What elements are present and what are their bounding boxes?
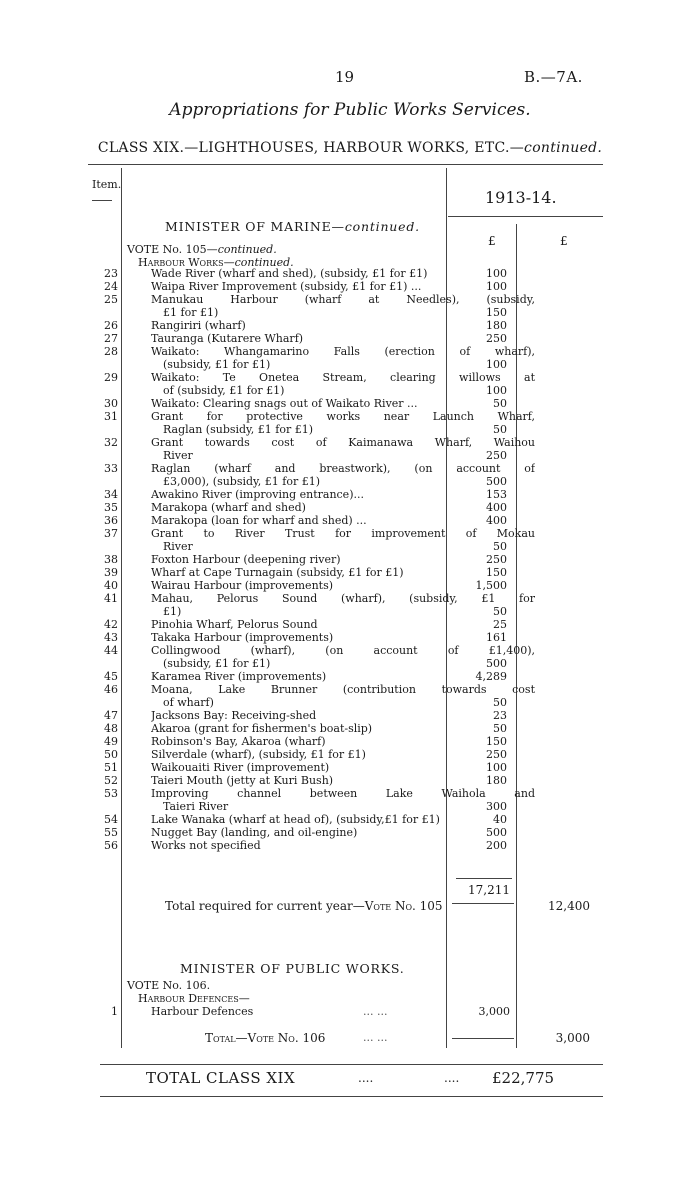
item-description-line: Taieri Mouth (jetty at Kuri Bush) <box>151 774 334 787</box>
item-amount: 500 <box>486 475 507 488</box>
year-column-header: 1913-14. <box>485 188 557 207</box>
table-row <box>90 761 610 774</box>
top-rule <box>88 164 603 165</box>
item-amount: 180 <box>486 319 507 332</box>
item-number: 43 <box>104 631 118 644</box>
item-description-line: Rangiriri (wharf) <box>151 319 246 332</box>
table-row <box>90 397 610 410</box>
item-number: 39 <box>104 566 118 579</box>
item-amount: 50 <box>493 605 507 618</box>
table-row <box>90 774 610 787</box>
item-number: 47 <box>104 709 118 722</box>
item-amount: 100 <box>486 761 507 774</box>
item-description-line: Raglan (subsidy, £1 for £1) <box>163 423 314 436</box>
item-amount: 250 <box>486 332 507 345</box>
item-description-line: Silverdale (wharf), (subsidy, £1 for £1) <box>151 748 366 761</box>
table-row <box>90 683 610 709</box>
table-row <box>90 631 610 644</box>
item-number: 24 <box>104 280 118 293</box>
harbour-defences-subhead: Harbour Defences— <box>138 992 250 1005</box>
table-row <box>90 787 610 813</box>
vote-105-continued: continued. <box>217 243 277 256</box>
item-description-line: Awakino River (improving entrance)... <box>151 488 364 501</box>
harbour-defences-item: Harbour Defences <box>151 1005 254 1018</box>
item-description-line: Pinohia Wharf, Pelorus Sound <box>151 618 318 631</box>
item-description-line: Waipa River Improvement (subsidy, £1 for £1) ... <box>151 280 422 293</box>
item-number: 54 <box>104 813 118 826</box>
header-rule-item <box>92 200 112 201</box>
table-row <box>90 280 610 293</box>
vote-106-rule <box>452 1038 514 1039</box>
table-row <box>90 592 610 618</box>
item-number: 37 <box>104 527 118 540</box>
item-description-line: Moana, Lake Brunner (contribution towards cost <box>151 683 535 696</box>
item-description-line: Grant for protective works near Launch Wharf, <box>151 410 535 423</box>
table-row <box>90 267 610 280</box>
table-row <box>90 826 610 839</box>
item-number: 32 <box>104 436 118 449</box>
pound-sign-1: £ <box>488 234 496 248</box>
table-row <box>90 293 610 319</box>
table-row <box>90 319 610 332</box>
item-amount: 300 <box>486 800 507 813</box>
item-description-line: Foxton Harbour (deepening river) <box>151 553 341 566</box>
item-amount: 50 <box>493 540 507 553</box>
item-description-line: Nugget Bay (landing, and oil-engine) <box>151 826 358 839</box>
grand-total-dots-2: .... <box>444 1071 460 1085</box>
item-description-line: Marakopa (loan for wharf and shed) ... <box>151 514 367 527</box>
item-number: 26 <box>104 319 118 332</box>
harbour-works-continued: continued. <box>234 256 294 269</box>
item-description-line: River <box>163 449 193 462</box>
item-description-line: Waikato: Te Onetea Stream, clearing willows at <box>151 371 535 384</box>
item-number: 50 <box>104 748 118 761</box>
grand-total-label: TOTAL CLASS XIX <box>146 1069 296 1087</box>
subtotal-rule-bottom <box>452 903 514 904</box>
item-description-line: Manukau Harbour (wharf at Needles), (subsidy, <box>151 293 535 306</box>
item-description-line: Wairau Harbour (improvements) <box>151 579 334 592</box>
item-description-line: Jacksons Bay: Receiving-shed <box>151 709 317 722</box>
class-title <box>0 140 700 156</box>
item-amount: 250 <box>486 553 507 566</box>
item-amount: 100 <box>486 280 507 293</box>
table-row <box>90 618 610 631</box>
table-row <box>90 514 610 527</box>
item-amount: 153 <box>486 488 507 501</box>
table-row <box>90 735 610 748</box>
table-row <box>90 371 610 397</box>
table-row <box>90 553 610 566</box>
table-row <box>90 748 610 761</box>
item-amount: 50 <box>493 423 507 436</box>
item-number: 38 <box>104 553 118 566</box>
item-number: 35 <box>104 501 118 514</box>
table-row <box>90 722 610 735</box>
item-description-line: Mahau, Pelorus Sound (wharf), (subsidy, £1 for <box>151 592 535 605</box>
table-row <box>90 670 610 683</box>
item-number: 56 <box>104 839 118 852</box>
page-title: Appropriations for Public Works Services. <box>169 100 531 120</box>
vote-105-total-vote: Vote No. 105 <box>364 899 443 913</box>
item-amount: 1,500 <box>475 579 507 592</box>
table-row <box>90 839 610 852</box>
table-row <box>90 332 610 345</box>
item-number: 51 <box>104 761 118 774</box>
harbour-defences-item-number: 1 <box>111 1005 118 1018</box>
item-number: 40 <box>104 579 118 592</box>
item-number: 46 <box>104 683 118 696</box>
bottom-rule-1 <box>100 1064 603 1065</box>
minister-marine-continued: continued. <box>344 219 420 234</box>
item-description-line: of (subsidy, £1 for £1) <box>163 384 285 397</box>
item-amount: 23 <box>493 709 507 722</box>
item-amount: 500 <box>486 657 507 670</box>
item-number: 48 <box>104 722 118 735</box>
item-number: 52 <box>104 774 118 787</box>
table-row <box>90 410 610 436</box>
item-description-line: Raglan (wharf and breastwork), (on account of <box>151 462 535 475</box>
grand-total-dots-1: .... <box>358 1071 374 1085</box>
vote-105-label: VOTE No. 105— <box>127 243 218 256</box>
item-description-line: River <box>163 540 193 553</box>
item-amount: 100 <box>486 384 507 397</box>
item-amount: 400 <box>486 501 507 514</box>
vote-106-leader: ... ... <box>363 1031 388 1044</box>
page-number: 19 <box>335 68 355 86</box>
vote-105-heading <box>127 243 277 256</box>
item-description-line: Takaka Harbour (improvements) <box>151 631 334 644</box>
document-code: B.—7A. <box>524 68 583 86</box>
table-row <box>90 644 610 670</box>
item-number: 41 <box>104 592 118 605</box>
item-amount: 50 <box>493 722 507 735</box>
item-amount: 500 <box>486 826 507 839</box>
item-description-line: Tauranga (Kutarere Wharf) <box>151 332 304 345</box>
header-rule-year <box>448 216 603 217</box>
vote-105-total: 12,400 <box>548 899 590 913</box>
table-row <box>90 488 610 501</box>
item-number: 28 <box>104 345 118 358</box>
item-description-line: £3,000), (subsidy, £1 for £1) <box>163 475 321 488</box>
item-amount: 180 <box>486 774 507 787</box>
item-description-line: Karamea River (improvements) <box>151 670 327 683</box>
item-amount: 161 <box>486 631 507 644</box>
item-number: 42 <box>104 618 118 631</box>
item-amount: 25 <box>493 618 507 631</box>
table-row <box>90 345 610 371</box>
item-description-line: Akaroa (grant for fishermen's boat-slip) <box>151 722 373 735</box>
minister-marine-heading <box>165 219 420 234</box>
item-description-line: Waikouaiti River (improvement) <box>151 761 330 774</box>
minister-marine-label: MINISTER OF MARINE— <box>165 219 345 234</box>
pound-sign-2: £ <box>560 234 568 248</box>
item-description-line: Lake Wanaka (wharf at head of), (subsidy,£1 for £1) <box>151 813 440 826</box>
item-number: 45 <box>104 670 118 683</box>
class-title-continued: continued. <box>524 140 603 156</box>
item-number: 25 <box>104 293 118 306</box>
harbour-defences-amount: 3,000 <box>478 1005 510 1018</box>
item-description-line: £1 for £1) <box>163 306 219 319</box>
harbour-works-label: Harbour Works— <box>138 256 235 269</box>
item-description-line: £1) <box>163 605 182 618</box>
item-amount: 150 <box>486 566 507 579</box>
item-amount: 150 <box>486 735 507 748</box>
vote-106-heading: VOTE No. 106. <box>127 979 211 992</box>
item-amount: 250 <box>486 748 507 761</box>
item-column-header: Item. <box>92 178 122 191</box>
item-amount: 50 <box>493 696 507 709</box>
item-amount: 150 <box>486 306 507 319</box>
item-amount: 250 <box>486 449 507 462</box>
item-number: 23 <box>104 267 118 280</box>
item-number: 27 <box>104 332 118 345</box>
vote-105-subtotal: 17,211 <box>468 883 510 897</box>
item-amount: 200 <box>486 839 507 852</box>
table-row <box>90 462 610 488</box>
table-row <box>90 527 610 553</box>
item-amount: 4,289 <box>475 670 507 683</box>
subtotal-rule-top <box>456 878 512 879</box>
vote-105-total-label <box>165 899 443 913</box>
item-number: 53 <box>104 787 118 800</box>
item-amount: 100 <box>486 267 507 280</box>
table-row <box>90 436 610 462</box>
item-description-line: Wharf at Cape Turnagain (subsidy, £1 for £1) <box>151 566 404 579</box>
minister-public-works-heading: MINISTER OF PUBLIC WORKS. <box>180 961 405 976</box>
item-description-line: Wade River (wharf and shed), (subsidy, £1 for £1) <box>151 267 428 280</box>
table-row <box>90 566 610 579</box>
item-amount: 50 <box>493 397 507 410</box>
item-description-line: Waikato: Clearing snags out of Waikato River ... <box>151 397 418 410</box>
item-number: 30 <box>104 397 118 410</box>
item-description-line: of wharf) <box>163 696 214 709</box>
vote-105-total-text: Total required for current year— <box>165 899 365 913</box>
item-description-line: Marakopa (wharf and shed) <box>151 501 306 514</box>
item-amount: 400 <box>486 514 507 527</box>
vote-106-total-label: Total—Vote No. 106 <box>205 1031 326 1045</box>
item-description-line: Works not specified <box>151 839 261 852</box>
item-description-line: (subsidy, £1 for £1) <box>163 358 271 371</box>
item-description-line: Taieri River <box>163 800 229 813</box>
item-number: 49 <box>104 735 118 748</box>
table-row <box>90 501 610 514</box>
item-number: 29 <box>104 371 118 384</box>
item-number: 34 <box>104 488 118 501</box>
item-description-line: Grant to River Trust for improvement of Mokau <box>151 527 535 540</box>
item-number: 44 <box>104 644 118 657</box>
bottom-rule-2 <box>100 1096 603 1097</box>
item-description-line: Improving channel between Lake Waihola and <box>151 787 535 800</box>
item-description-line: Waikato: Whangamarino Falls (erection of wharf), <box>151 345 535 358</box>
grand-total-amount: £22,775 <box>492 1069 555 1087</box>
item-amount: 100 <box>486 358 507 371</box>
harbour-defences-leader: ... ... <box>363 1005 388 1018</box>
item-number: 31 <box>104 410 118 423</box>
table-row <box>90 813 610 826</box>
table-row <box>90 579 610 592</box>
item-description-line: Grant towards cost of Kaimanawa Wharf, Waihou <box>151 436 535 449</box>
class-title-main: CLASS XIX.—LIGHTHOUSES, HARBOUR WORKS, ETC.— <box>97 140 525 156</box>
item-description-line: Collingwood (wharf), (on account of £1,400), <box>151 644 535 657</box>
item-description-line: (subsidy, £1 for £1) <box>163 657 271 670</box>
item-number: 36 <box>104 514 118 527</box>
items-list <box>90 267 610 852</box>
vote-106-total: 3,000 <box>555 1031 590 1045</box>
item-number: 55 <box>104 826 118 839</box>
item-description-line: Robinson's Bay, Akaroa (wharf) <box>151 735 326 748</box>
table-row <box>90 709 610 722</box>
item-number: 33 <box>104 462 118 475</box>
item-amount: 40 <box>493 813 507 826</box>
